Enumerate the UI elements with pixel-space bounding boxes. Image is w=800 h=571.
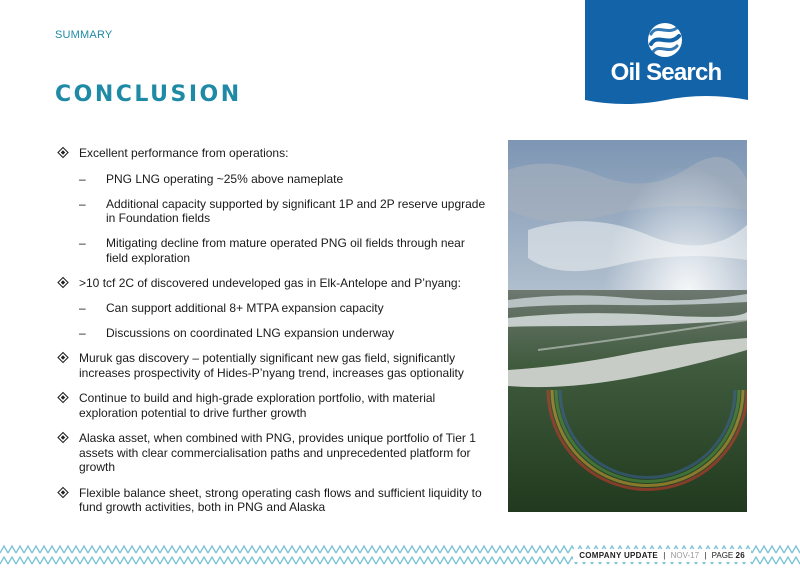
footer-separator: | [704, 551, 707, 560]
bullet-text: Alaska asset, when combined with PNG, provides unique portfolio of Tier 1 assets with clear commercialisation paths and unprecedented platform for growth [79, 431, 476, 474]
sub-bullet-text: PNG LNG operating ~25% above nameplate [106, 171, 344, 186]
footer-label [573, 549, 751, 562]
bullet-item [57, 351, 487, 380]
page-title: CONCLUSION [55, 82, 242, 107]
oil-search-logo [585, 0, 748, 107]
bullet-item [57, 431, 487, 475]
sub-bullet-item [57, 301, 487, 316]
diamond-bullet-icon [57, 276, 69, 290]
logo-text: Oil Search [610, 59, 722, 86]
footer-page-label: PAGE [711, 551, 734, 560]
bullet-list [57, 146, 487, 526]
dash-marker: – [79, 236, 86, 250]
diamond-bullet-icon [57, 351, 69, 365]
diamond-bullet-icon [57, 391, 69, 405]
sub-bullet-item [57, 172, 487, 187]
dash-marker: – [79, 171, 86, 186]
dash-marker: – [79, 196, 86, 211]
bullet-text: Muruk gas discovery – potentially significant new gas field, significantly increases prospectivity of Hides-P’nyang trend, increases gas optionality [79, 351, 464, 380]
footer-date: NOV-17 [670, 551, 700, 560]
sub-bullet-item [57, 197, 487, 226]
diamond-bullet-icon [57, 431, 69, 445]
sub-bullet-text: Mitigating decline from mature operated PNG oil fields through near field exploration [106, 236, 465, 265]
bullet-item [57, 486, 487, 515]
sub-bullet-text: Can support additional 8+ MTPA expansion capacity [106, 301, 384, 315]
sub-bullet-text: Additional capacity supported by significant 1P and 2P reserve upgrade in Foundation fields [106, 196, 486, 225]
sub-bullet-item [57, 326, 487, 341]
dash-marker: – [79, 301, 86, 315]
section-label: SUMMARY [55, 29, 113, 41]
diamond-bullet-icon [57, 486, 69, 500]
bullet-text: Flexible balance sheet, strong operating cash flows and sufficient liquidity to fund growth activities, both in PNG and Alaska [79, 485, 482, 514]
bullet-text: Continue to build and high-grade exploration portfolio, with material exploration potential to drive further growth [79, 391, 436, 420]
footer-separator: | [663, 551, 666, 560]
diamond-bullet-icon [57, 146, 69, 160]
bullet-text: Excellent performance from operations: [79, 146, 289, 160]
footer-company-update: COMPANY UPDATE [579, 551, 659, 560]
bullet-item [57, 276, 487, 291]
bullet-item [57, 391, 487, 420]
sub-bullet-item [57, 236, 487, 265]
dash-marker: – [79, 326, 86, 340]
bullet-item [57, 146, 487, 161]
sub-bullet-text: Discussions on coordinated LNG expansion underway [106, 326, 395, 340]
landscape-photo [508, 140, 747, 512]
bullet-text: >10 tcf 2C of discovered undeveloped gas in Elk-Antelope and P’nyang: [79, 275, 461, 290]
footer-page-number: 26 [735, 551, 745, 560]
